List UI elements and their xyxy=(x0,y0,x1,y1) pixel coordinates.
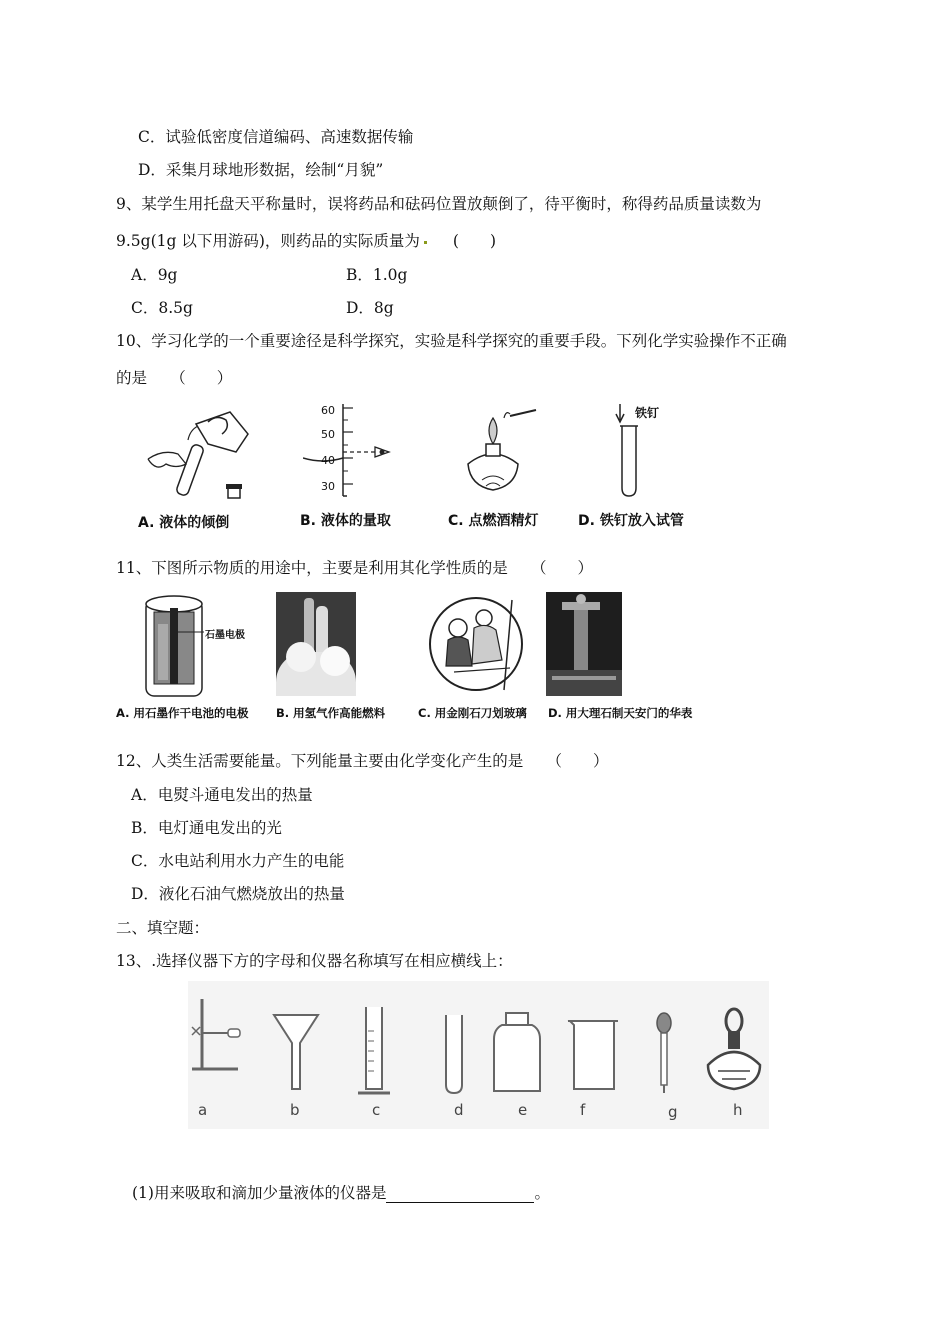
instrument-label-f: f xyxy=(580,1101,586,1119)
rocket-launch-photo xyxy=(276,592,356,696)
instrument-label-b: b xyxy=(290,1101,300,1119)
dry-battery-illustration xyxy=(138,594,218,702)
pouring-illustration xyxy=(138,404,258,504)
dropper-icon xyxy=(657,1013,671,1093)
instrument-label-g: g xyxy=(668,1103,678,1121)
ink-dot xyxy=(424,241,427,244)
alcohol-lamp-illustration xyxy=(458,404,568,504)
q11-caption-b: B. 用氢气作高能燃料 xyxy=(276,706,386,720)
q8-option-d: D．采集月球地形数据，绘制“月貌” xyxy=(138,161,384,179)
funnel-icon xyxy=(274,1015,318,1089)
q9-option-c: C．8.5g xyxy=(131,299,193,317)
q9-stem-text: 9.5g(1g 以下用游码)，则药品的实际质量为 xyxy=(116,232,420,250)
graduated-cylinder-illustration xyxy=(303,400,403,500)
q12-stem: 12、人类生活需要能量。下列能量主要由化学变化产生的是 （ ） xyxy=(116,752,609,770)
q13-stem: 13、.选择仪器下方的字母和仪器名称填写在相应横线上： xyxy=(116,952,513,970)
q10-stem-line2: 的是 （ ） xyxy=(116,369,233,387)
q9-stem-line1: 9、某学生用托盘天平称量时，误将药品和砝码位置放颠倒了，待平衡时，称得药品质量读数为 xyxy=(116,195,762,213)
q9-option-a: A．9g xyxy=(131,266,178,284)
q12-option-b: B．电灯通电发出的光 xyxy=(131,819,282,837)
q9-answer-paren: ( ) xyxy=(452,232,496,250)
q12-option-d: D．液化石油气燃烧放出的热量 xyxy=(131,885,345,903)
q11-stem: 11、下图所示物质的用途中，主要是利用其化学性质的是 （ ） xyxy=(116,559,593,577)
q13-sub1-end: 。 xyxy=(534,1184,550,1202)
section-title: 二、填空题： xyxy=(116,919,210,937)
tick-label-50: 50 xyxy=(321,428,335,441)
instrument-label-d: d xyxy=(454,1101,464,1119)
instrument-label-h: h xyxy=(733,1101,743,1119)
instrument-label-c: c xyxy=(372,1101,381,1119)
q11-figure xyxy=(110,588,730,723)
q10-caption-d: D. 铁钉放入试管 xyxy=(578,513,684,529)
q9-stem-line2 xyxy=(116,231,496,251)
q10-caption-a: A. 液体的倾倒 xyxy=(138,515,230,531)
instruments-drawing xyxy=(188,981,769,1129)
q10-stem-line1: 10、学习化学的一个重要途径是科学探究，实验是科学探究的重要手段。下列化学实验操作不正确 xyxy=(116,332,787,350)
q10-figure xyxy=(128,400,728,536)
glass-cutting-illustration xyxy=(428,592,528,698)
tick-label-40: 40 xyxy=(321,454,335,467)
iron-stand-icon xyxy=(192,999,240,1069)
q12-option-a: A．电熨斗通电发出的热量 xyxy=(131,786,313,804)
measuring-cylinder-icon xyxy=(358,1007,390,1093)
answer-blank[interactable] xyxy=(386,1186,534,1203)
q8-option-c: C．试验低密度信道编码、高速数据传输 xyxy=(138,128,414,146)
beaker-icon xyxy=(568,1021,618,1089)
alcohol-lamp-icon xyxy=(708,1009,760,1089)
q12-option-c: C．水电站利用水力产生的电能 xyxy=(131,852,345,870)
tick-label-60: 60 xyxy=(321,404,335,417)
q9-option-d: D．8g xyxy=(346,299,394,317)
q11-caption-d: D. 用大理石制天安门的华表 xyxy=(548,706,693,720)
nail-label: 铁钉 xyxy=(635,406,660,420)
instrument-label-e: e xyxy=(518,1101,528,1119)
q13-sub1-text: (1)用来吸取和滴加少量液体的仪器是 xyxy=(132,1184,387,1202)
q11-caption-c: C. 用金刚石刀划玻璃 xyxy=(418,706,527,720)
huabiao-photo xyxy=(546,592,622,696)
reagent-bottle-icon xyxy=(494,1013,540,1091)
q11-caption-a: A. 用石墨作干电池的电极 xyxy=(116,706,249,720)
q13-sub1 xyxy=(132,1183,550,1203)
graphite-electrode-label: 石墨电极 xyxy=(205,630,245,641)
instruments-figure xyxy=(188,981,769,1129)
test-tube-icon xyxy=(446,1015,462,1093)
instrument-label-a: a xyxy=(198,1101,208,1119)
q9-option-b: B．1.0g xyxy=(346,266,408,284)
tick-label-30: 30 xyxy=(321,480,335,493)
q10-caption-c: C. 点燃酒精灯 xyxy=(448,513,539,529)
q10-caption-b: B. 液体的量取 xyxy=(300,513,391,529)
